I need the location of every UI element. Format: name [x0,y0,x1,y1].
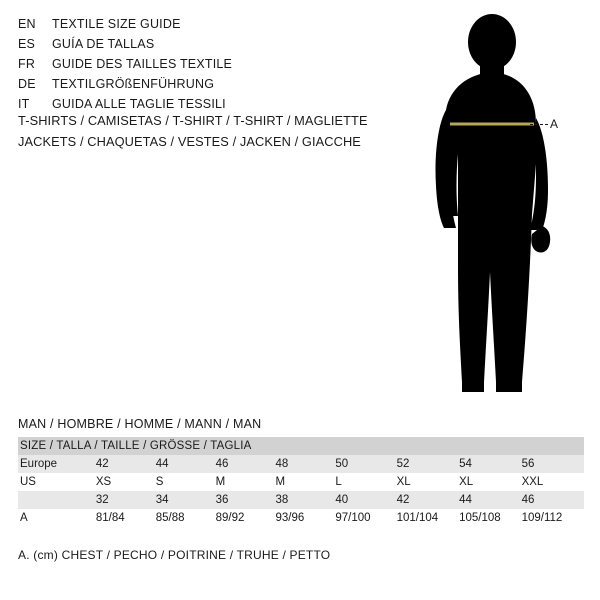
table-cell: 36 [216,491,276,509]
legend-language-code: IT [18,97,30,111]
chest-marker-label: A [550,117,559,131]
legend-language-code: FR [18,57,36,71]
legend-language-text: TEXTILGRÖßENFÜHRUNG [52,77,215,91]
table-cell: L [335,473,396,491]
table-cell: 42 [96,455,156,473]
row-label [18,491,96,509]
table-cell: 101/104 [397,509,460,527]
legend-language-text: GUIDA ALLE TAGLIE TESSILI [52,97,226,111]
legend-language-text: GUÍA DE TALLAS [52,37,155,51]
table-cell: 105/108 [459,509,522,527]
table-cell: 97/100 [335,509,396,527]
legend-language-text: TEXTILE SIZE GUIDE [52,17,181,31]
table-cell: 93/96 [275,509,335,527]
legend-language-text: GUIDE DES TAILLES TEXTILE [52,57,233,71]
size-table-section [18,417,584,527]
table-cell: XS [96,473,156,491]
table-row [18,473,584,491]
table-cell: XL [397,473,460,491]
table-cell: 52 [397,455,460,473]
table-cell: S [156,473,216,491]
table-cell: 38 [275,491,335,509]
garment-categories [18,110,378,152]
legend-language-code: DE [18,77,36,91]
table-cell: 46 [522,491,584,509]
row-label: A [18,509,96,527]
table-cell: 44 [459,491,522,509]
table-cell: 42 [397,491,460,509]
table-cell: 34 [156,491,216,509]
table-header-row [18,437,584,455]
legend-row [18,34,348,54]
table-cell: 40 [335,491,396,509]
table-row [18,491,584,509]
legend-language-code: EN [18,17,36,31]
table-cell: XXL [522,473,584,491]
legend-language-code: ES [18,37,36,51]
language-legend [18,14,348,114]
table-title: MAN / HOMBRE / HOMME / MANN / MAN [18,417,262,431]
table-cell: 89/92 [216,509,276,527]
row-label: US [18,473,96,491]
table-cell: M [216,473,276,491]
table-cell: 85/88 [156,509,216,527]
category-tshirts: T-SHIRTS / CAMISETAS / T-SHIRT / T-SHIRT / MAGLIETTE [18,113,368,128]
measurement-footnote: A. (cm) CHEST / PECHO / POITRINE / TRUHE / PETTO [18,548,331,562]
table-header-label: SIZE / TALLA / TAILLE / GRÖSSE / TAGLIA [18,437,584,455]
table-cell: M [275,473,335,491]
legend-row [18,14,348,34]
table-cell: 32 [96,491,156,509]
size-table [18,437,584,527]
table-cell: XL [459,473,522,491]
table-cell: 109/112 [522,509,584,527]
silhouette-icon [410,14,590,404]
row-label: Europe [18,455,96,473]
table-cell: 54 [459,455,522,473]
table-cell: 44 [156,455,216,473]
table-cell: 56 [522,455,584,473]
table-row [18,455,584,473]
table-cell: 50 [335,455,396,473]
table-cell: 81/84 [96,509,156,527]
table-row [18,509,584,527]
table-cell: 46 [216,455,276,473]
category-jackets: JACKETS / CHAQUETAS / VESTES / JACKEN / GIACCHE [18,134,361,149]
chest-leader-line [530,124,548,125]
legend-row [18,54,348,74]
male-silhouette-figure [410,14,590,404]
table-cell: 48 [275,455,335,473]
legend-row [18,74,348,94]
